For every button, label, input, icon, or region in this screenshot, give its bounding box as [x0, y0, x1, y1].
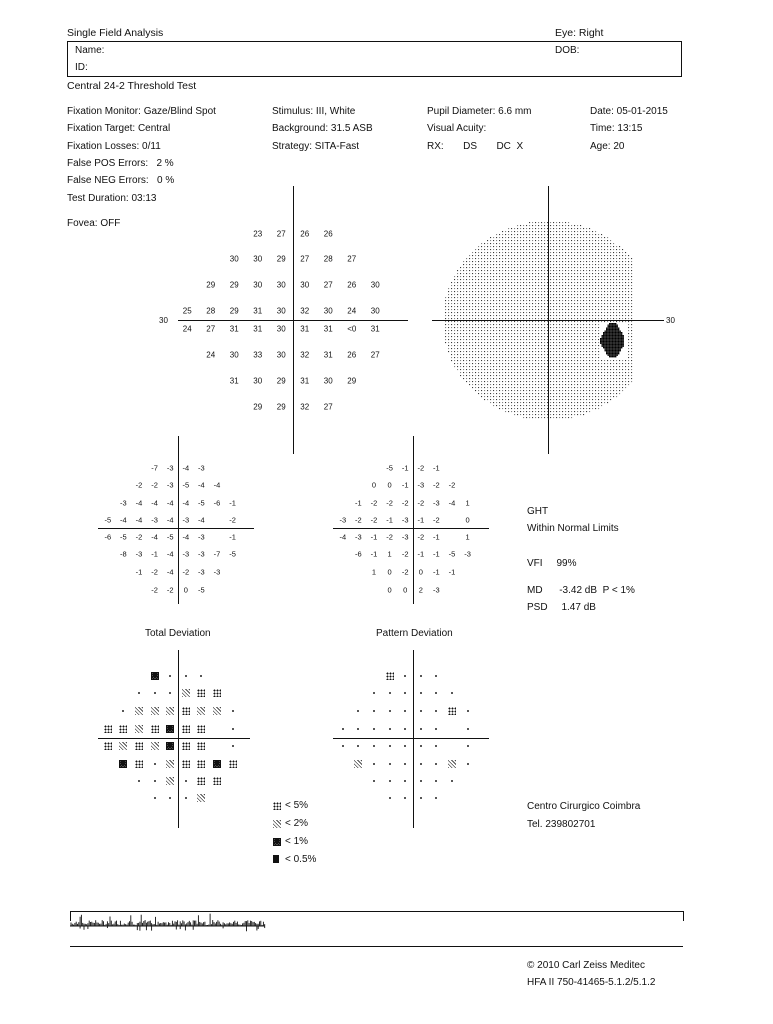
pd-plot-value: -3: [433, 585, 440, 595]
threshold-value: 31: [300, 324, 310, 334]
threshold-value: 31: [253, 306, 263, 316]
legend-5-label: < 5%: [285, 800, 309, 811]
threshold-value: 30: [276, 324, 286, 334]
pd-plot-value: -2: [370, 498, 378, 508]
threshold-value: 30: [323, 376, 333, 386]
col3-line: RX: DS DC X: [427, 140, 524, 152]
td-plot-value: -3: [198, 463, 205, 473]
threshold-value: 29: [276, 254, 286, 264]
pd-plot-value: -3: [417, 480, 425, 490]
td-plot-value: -4: [166, 515, 174, 525]
pd-plot-value: -4: [339, 532, 347, 542]
threshold-value: 26: [323, 229, 333, 239]
threshold-value: 31: [323, 350, 333, 360]
pd-plot-value: -2: [370, 515, 378, 525]
threshold-value: 27: [323, 402, 333, 412]
td-plot-value: -2: [151, 567, 158, 577]
pd-plot-value: -2: [401, 549, 409, 559]
pd-plot-value: -1: [417, 515, 425, 525]
td-plot-value: -2: [135, 532, 143, 542]
copyright: © 2010 Carl Zeiss Meditec: [527, 960, 645, 971]
td-plot-value: -3: [213, 567, 221, 577]
clinic-tel: Tel. 239802701: [527, 819, 596, 830]
threshold-value: 30: [276, 350, 286, 360]
col1-line: Fixation Target: Central: [67, 123, 171, 135]
td-plot-value: -6: [213, 498, 221, 508]
md-value: MD -3.42 dB P < 1%: [527, 585, 635, 596]
pd-plot-value: -1: [448, 567, 456, 577]
col1-line: False POS Errors: 2 %: [67, 157, 174, 169]
td-plot-value: -4: [182, 463, 190, 473]
threshold-axis-label-left: 30: [159, 316, 168, 325]
td-plot-value: -7: [151, 463, 158, 473]
td-plot-value: -4: [151, 532, 158, 542]
threshold-value: 26: [347, 280, 357, 290]
threshold-value: 28: [206, 306, 216, 316]
td-plot-value: -8: [120, 549, 127, 559]
vfi-value: VFI 99%: [527, 558, 577, 569]
td-plot-value: -5: [198, 585, 205, 595]
pd-plot-value: 0: [387, 585, 392, 595]
pd-plot-value: -1: [417, 549, 425, 559]
pd-plot-value: 1: [387, 549, 392, 559]
td-plot-value: -5: [104, 515, 112, 525]
pd-plot-value: -2: [386, 498, 393, 508]
td-plot-value: -3: [198, 532, 205, 542]
td-plot-value: -5: [166, 532, 174, 542]
fovea-status: Fovea: OFF: [67, 218, 121, 229]
td-plot-value: -3: [182, 549, 190, 559]
pd-plot-value: -1: [433, 532, 440, 542]
td-plot-value: -1: [229, 498, 236, 508]
pd-plot-value: -3: [339, 515, 347, 525]
threshold-value: 30: [300, 280, 310, 290]
threshold-value: 33: [253, 350, 263, 360]
td-plot-value: -4: [135, 498, 143, 508]
threshold-value: 30: [323, 306, 333, 316]
dob-label: DOB:: [555, 45, 580, 56]
col1-line: Test Duration: 03:13: [67, 192, 157, 204]
pd-plot-value: 1: [371, 567, 377, 577]
col4-line: Age: 20: [590, 140, 625, 152]
threshold-value: 24: [206, 350, 216, 360]
threshold-value: 28: [323, 254, 333, 264]
col3-line: Pupil Diameter: 6.6 mm: [427, 106, 532, 117]
threshold-value: 29: [276, 376, 286, 386]
threshold-value: 27: [370, 350, 380, 360]
col2-line: Strategy: SITA-Fast: [272, 140, 360, 152]
threshold-value: 25: [182, 306, 192, 316]
td-plot-value: -4: [166, 549, 174, 559]
pd-plot-value: 0: [371, 480, 377, 490]
pd-plot-value: -2: [401, 567, 409, 577]
td-plot-value: -4: [198, 480, 205, 490]
col1-line: False NEG Errors: 0 %: [67, 175, 175, 187]
threshold-value: 32: [300, 402, 310, 412]
threshold-value: 32: [300, 350, 310, 360]
td-plot-value: -5: [182, 480, 190, 490]
threshold-value: 30: [370, 280, 380, 290]
pd-plot-value: -3: [433, 498, 440, 508]
pattern-deviation-label: Pattern Deviation: [376, 628, 453, 639]
td-plot-value: -4: [166, 498, 174, 508]
col1-line: Fixation Losses: 0/11: [67, 140, 161, 152]
td-plot-value: -3: [182, 515, 190, 525]
pd-plot-value: -3: [401, 532, 409, 542]
threshold-value: 27: [347, 254, 357, 264]
td-plot-value: -1: [135, 567, 143, 577]
threshold-value: 27: [323, 280, 333, 290]
td-plot-value: -3: [120, 498, 127, 508]
threshold-value: 31: [323, 324, 333, 334]
pd-plot-value: -2: [433, 515, 440, 525]
threshold-value: 26: [300, 229, 310, 239]
pd-plot-value: -1: [401, 480, 409, 490]
td-plot-value: -4: [182, 498, 190, 508]
pd-plot-value: 1: [465, 498, 470, 508]
version: HFA II 750-41465-5.1.2/5.1.2: [527, 977, 656, 988]
threshold-value: 31: [300, 376, 310, 386]
pd-plot-value: -1: [401, 463, 409, 473]
td-plot-value: -3: [166, 463, 174, 473]
td-plot-value: -3: [198, 549, 205, 559]
threshold-value: 23: [253, 229, 263, 239]
pd-plot-value: -1: [370, 549, 378, 559]
pd-plot-value: -2: [417, 498, 425, 508]
pd-plot-value: -1: [386, 515, 393, 525]
pd-plot-value: -1: [433, 463, 440, 473]
td-plot-value: -5: [120, 532, 127, 542]
threshold-value: 30: [229, 350, 239, 360]
col4-line: Time: 13:15: [590, 123, 643, 135]
pd-plot-value: -5: [386, 463, 393, 473]
greyscale-axis-label: 30: [666, 316, 675, 325]
pd-plot-value: -1: [433, 567, 440, 577]
pd-plot-value: -2: [417, 463, 425, 473]
td-plot-value: -4: [166, 567, 174, 577]
threshold-value: 29: [206, 280, 216, 290]
td-plot-value: -2: [166, 585, 174, 595]
threshold-value: 29: [253, 402, 263, 412]
threshold-value: <0: [347, 324, 357, 334]
td-plot-value: 0: [183, 585, 188, 595]
pd-plot-value: -5: [448, 549, 456, 559]
pd-plot-value: 0: [403, 585, 408, 595]
td-plot-value: -3: [166, 480, 174, 490]
threshold-value: 27: [276, 229, 286, 239]
td-plot-value: -1: [229, 532, 236, 542]
threshold-value: 31: [229, 324, 239, 334]
td-plot-value: -3: [151, 515, 158, 525]
col2-line: Background: 31.5 ASB: [272, 123, 373, 135]
threshold-value: 29: [347, 376, 357, 386]
threshold-value: 30: [276, 280, 286, 290]
report-title: Single Field Analysis: [67, 27, 164, 39]
td-plot-value: -2: [182, 567, 190, 577]
col1-line: Fixation Monitor: Gaze/Blind Spot: [67, 106, 216, 117]
td-plot-value: -5: [198, 498, 205, 508]
td-plot-value: -5: [229, 549, 236, 559]
pd-plot-value: -2: [433, 480, 440, 490]
legend-05-label: < 0.5%: [285, 854, 317, 865]
threshold-value: 26: [347, 350, 357, 360]
pd-plot-value: 0: [387, 567, 392, 577]
threshold-value: 27: [300, 254, 310, 264]
td-plot-value: -2: [151, 585, 158, 595]
threshold-value: 29: [229, 280, 239, 290]
psd-value: PSD 1.47 dB: [527, 602, 596, 613]
threshold-value: 30: [370, 306, 380, 316]
pd-plot-value: 0: [418, 567, 423, 577]
ght-label: GHT: [527, 506, 549, 517]
td-plot-value: -3: [135, 549, 143, 559]
threshold-value: 32: [300, 306, 310, 316]
test-name: Central 24-2 Threshold Test: [67, 80, 197, 92]
pd-plot-value: -2: [355, 515, 362, 525]
threshold-value: 24: [347, 306, 357, 316]
threshold-value: 31: [253, 324, 263, 334]
td-plot-value: -2: [151, 480, 158, 490]
td-plot-value: -6: [104, 532, 112, 542]
threshold-value: 27: [206, 324, 216, 334]
threshold-value: 31: [370, 324, 380, 334]
threshold-value: 30: [253, 254, 263, 264]
id-label: ID:: [75, 62, 88, 73]
pd-plot-value: -1: [370, 532, 378, 542]
td-plot-value: -4: [120, 515, 127, 525]
threshold-value: 30: [229, 254, 239, 264]
threshold-value: 29: [276, 402, 286, 412]
total-deviation-label: Total Deviation: [145, 628, 211, 639]
pd-plot-value: -3: [401, 515, 409, 525]
pd-plot-value: -3: [355, 532, 362, 542]
pd-plot-value: -2: [448, 480, 456, 490]
threshold-value: 31: [229, 376, 239, 386]
col3-line: Visual Acuity:: [427, 123, 487, 135]
legend-1-label: < 1%: [285, 836, 309, 847]
threshold-value: 24: [182, 324, 192, 334]
pd-plot-value: -2: [417, 532, 425, 542]
name-label: Name:: [75, 45, 105, 56]
col2-line: Stimulus: III, White: [272, 106, 356, 117]
td-plot-value: -2: [229, 515, 236, 525]
pd-plot-value: -1: [433, 549, 440, 559]
pd-plot-value: 0: [387, 480, 392, 490]
legend-2-label: < 2%: [285, 818, 309, 829]
td-plot-value: -1: [151, 549, 158, 559]
pd-plot-value: -1: [355, 498, 362, 508]
threshold-value: 30: [253, 280, 263, 290]
pd-plot-value: -3: [464, 549, 471, 559]
td-plot-value: -4: [151, 498, 158, 508]
pd-plot-value: 2: [418, 585, 423, 595]
threshold-value: 30: [276, 306, 286, 316]
pd-plot-value: -4: [448, 498, 456, 508]
pd-plot-value: -2: [386, 532, 393, 542]
threshold-value: 29: [229, 306, 239, 316]
ght-value: Within Normal Limits: [527, 523, 619, 534]
td-plot-value: -4: [198, 515, 205, 525]
pd-plot-value: 1: [465, 532, 470, 542]
td-plot-value: -4: [182, 532, 190, 542]
pd-plot-value: -6: [355, 549, 362, 559]
eye-label: Eye: Right: [555, 27, 604, 39]
td-plot-value: -4: [135, 515, 143, 525]
clinic-name: Centro Cirurgico Coimbra: [527, 801, 641, 812]
pd-plot-value: 0: [465, 515, 470, 525]
td-plot-value: -7: [213, 549, 221, 559]
td-plot-value: -4: [213, 480, 221, 490]
td-plot-value: -3: [198, 567, 205, 577]
col4-line: Date: 05-01-2015: [590, 106, 668, 117]
threshold-value: 30: [253, 376, 263, 386]
pd-plot-value: -2: [401, 498, 409, 508]
td-plot-value: -2: [135, 480, 143, 490]
